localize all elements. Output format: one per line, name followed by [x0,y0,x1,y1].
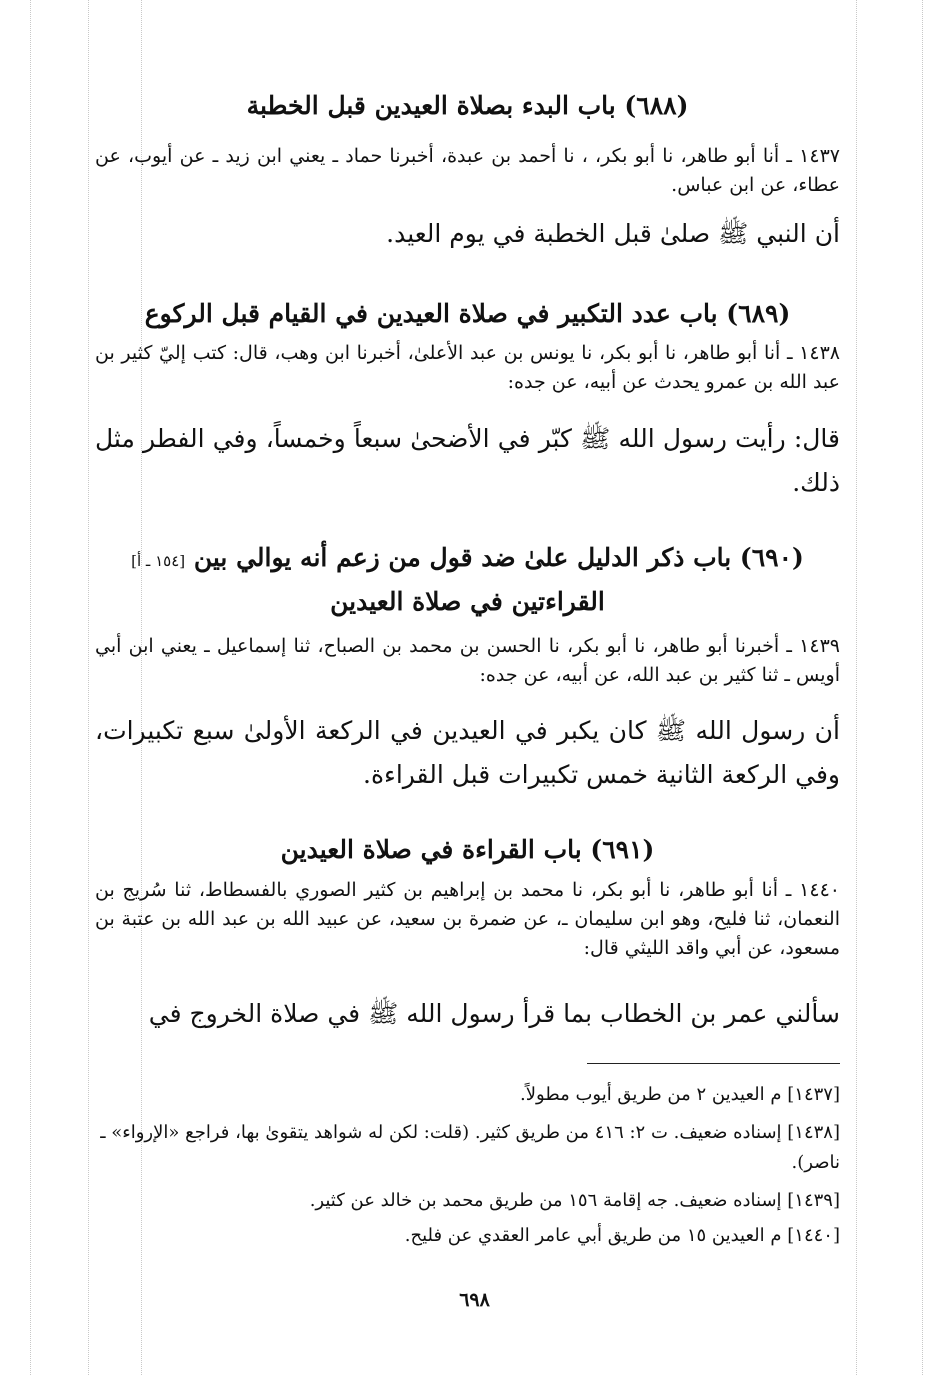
chapter-heading-689: (٦٨٩) باب عدد التكبير في صلاة العيدين في القيام قبل الركوع [144,299,791,328]
chapter-heading-690-line1: (٦٩٠) باب ذكر الدليل علىٰ ضد قول من زعم أنه يوالي بين [193,543,804,572]
footnote-separator [587,1063,840,1064]
footnote-text: م العيدين ١٥ من طريق أبي عامر العقدي عن فليح. [404,1225,782,1246]
footnote-text: إسناده ضعيف. جه إقامة ١٥٦ من طريق محمد بن خالد عن كثير. [309,1190,782,1211]
footnote-text: إسناده ضعيف. ت ٢: ٤١٦ من طريق كثير. (قلت: لكن له شواهد يتقوىٰ بها، فراجع «الإرواء» ـ ناصر). [100,1122,840,1173]
scan-guide-line [30,0,31,1375]
footnote-1437 [95,1080,840,1110]
hadith-matn-1440: سألني عمر بن الخطاب بما قرأ رسول الله ﷺ في صلاة الخروج في [148,999,840,1028]
footnote-ref: [١٤٣٩] [787,1190,840,1211]
hadith-matn-1437: أن النبي ﷺ صلىٰ قبل الخطبة في يوم العيد. [386,219,840,248]
hadith-isnad-1440: ١٤٤٠ ـ أنا أبو طاهر، نا أبو بكر، نا محمد بن إبراهيم بن كثير الصوري بالفسطاط، ثنا سُريج بن النعمان، ثنا فليح، وهو ابن سليمان ـ، عن ضمرة بن سعيد، عن عبيد الله بن عبد الله بن عتبة بن مسعود، عن أبي واقد الليثي قال: [95,879,840,959]
scan-guide-line [922,0,923,1375]
footnote-1439 [95,1186,840,1216]
folio-marker: [١٥٤ ـ أ] [131,552,186,570]
hadith-matn-1438: قال: رأيت رسول الله ﷺ كبّر في الأضحىٰ سبعاً وخمساً، وفي الفطر مثل ذلك. [95,424,840,497]
chapter-heading-690-line2: القراءتين في صلاة العيدين [330,587,605,616]
scan-guide-line [856,0,857,1375]
hadith-isnad-1439: ١٤٣٩ ـ أخبرنا أبو طاهر، نا أبو بكر، نا الحسن بن محمد بن الصباح، ثنا إسماعيل ـ يعني ابن أبي أويس ـ ثنا كثير بن عبد الله، عن أبيه، عن جده: [95,635,840,686]
chapter-heading-688: (٦٨٨) باب البدء بصلاة العيدين قبل الخطبة [246,91,689,120]
chapter-heading-691: (٦٩١) باب القراءة في صلاة العيدين [280,835,655,864]
scan-guide-line [88,0,89,1375]
footnote-ref: [١٤٣٧] [787,1084,840,1105]
hadith-matn-1439: أن رسول الله ﷺ كان يكبر في العيدين في الركعة الأولىٰ سبع تكبيرات، وفي الركعة الثانية خمس تكبيرات قبل القراءة. [95,716,840,789]
footnote-text: م العيدين ٢ من طريق أيوب مطولاً. [520,1084,782,1105]
footnote-ref: [١٤٤٠] [787,1225,840,1246]
footnote-ref: [١٤٣٨] [787,1122,840,1143]
chapter-heading-690 [95,538,840,581]
footnote-1438 [95,1118,840,1178]
page-number: ٦٩٨ [459,1289,490,1311]
hadith-isnad-1437: ١٤٣٧ ـ أنا أبو طاهر، نا أبو بكر، ، نا أحمد بن عبدة، أخبرنا حماد ـ يعني ابن زيد ـ عن أيوب، عن عطاء، عن ابن عباس. [95,145,840,196]
footnote-1440 [95,1221,840,1251]
hadith-isnad-1438: ١٤٣٨ ـ أنا أبو طاهر، نا أبو بكر، نا يونس بن عبد الأعلىٰ، أخبرنا ابن وهب، قال: كتب إليّ كثير بن عبد الله بن عمرو يحدث عن أبيه، عن جده: [95,342,840,393]
